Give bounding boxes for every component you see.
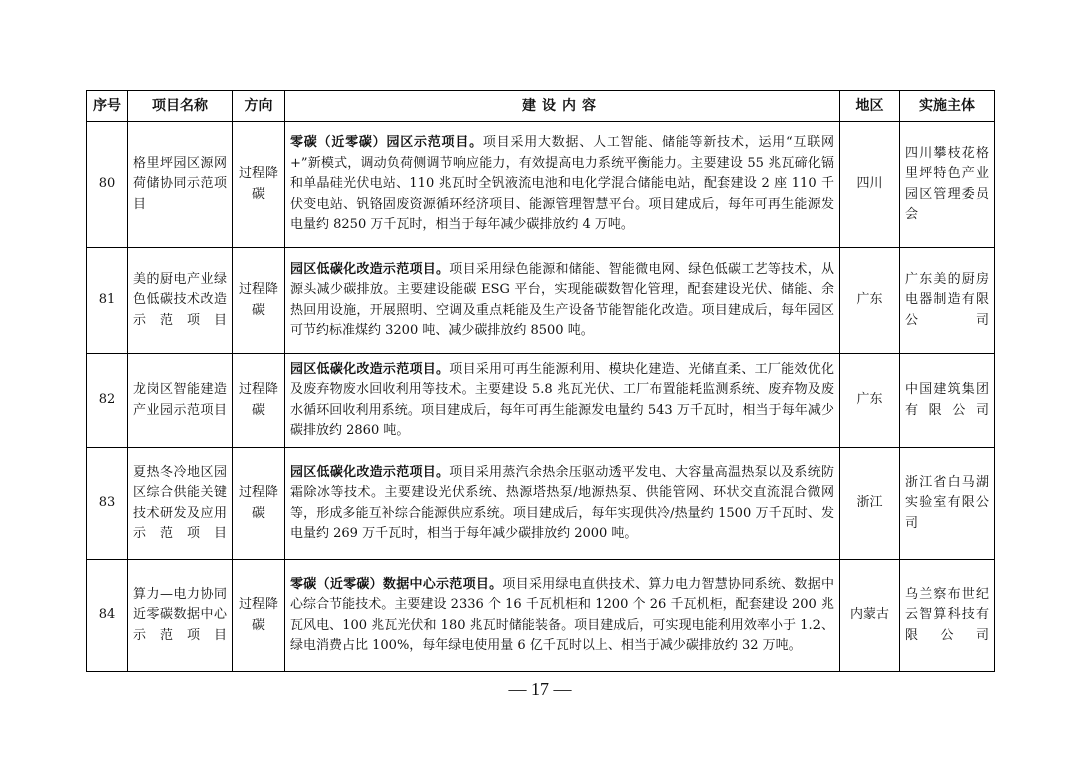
row-region: 广东 [840,248,900,354]
row-content-text: 项目采用绿电直供技术、算力电力智慧协同系统、数据中心综合节能技术。主要建设 2336 个 16 千瓦机柜和 1200 个 26 千瓦机柜，配套建设 200 兆瓦风电、100 兆瓦光伏和 180 兆瓦时储能装备。项目建成后，可实现电能利用效率小于 1.2、绿电消费占比 100%，每年绿电使用量 6 亿千瓦时以上、相当于减少碳排放约 32 万吨。 [290,576,834,653]
row-index: 82 [87,354,128,448]
row-implementer: 广东美的厨房电器制造有限公司 [900,248,995,354]
row-index: 83 [87,448,128,560]
row-direction: 过程降碳 [233,354,285,448]
row-content-text: 项目采用蒸汽余热余压驱动透平发电、大容量高温热泵以及系统防霜除冰等技术。主要建设光伏系统、热源塔热泵/地源热泵、供能管网、环状交直流混合微网等，形成多能互补综合能源供应系统。项目建成后，每年实现供冷/热量约 1500 万千瓦时、发电量约 269 万千瓦时，相当于每年减少碳排放约 2000 吨。 [290,464,834,541]
row-implementer: 中国建筑集团有限公司 [900,354,995,448]
row-region: 浙江 [840,448,900,560]
row-project-name: 美的厨电产业绿色低碳技术改造示范项目 [128,248,233,354]
row-implementer: 四川攀枝花格里坪特色产业园区管理委员会 [900,122,995,248]
row-region: 广东 [840,354,900,448]
header-implementer: 实施主体 [900,91,995,122]
row-content [285,122,840,248]
header-content: 建设内容 [285,91,840,122]
table-header-row [87,91,995,122]
row-project-name: 算力—电力协同近零碳数据中心示范项目 [128,560,233,672]
projects-table [86,90,995,672]
row-project-name: 格里坪园区源网荷储协同示范项目 [128,122,233,248]
row-content-type: 园区低碳化改造示范项目。 [290,464,450,480]
row-content [285,448,840,560]
row-content-text: 项目采用可再生能源利用、模块化建造、光储直柔、工厂能效优化及废弃物废水回收利用等技术。主要建设 5.8 兆瓦光伏、工厂布置能耗监测系统、废弃物及废水循环回收利用系统。项目建成后，每年可再生能源发电量约 543 万千瓦时，相当于每年减少碳排放约 2860 吨。 [290,361,834,438]
row-project-name: 龙岗区智能建造产业园示范项目 [128,354,233,448]
header-region: 地区 [840,91,900,122]
row-content [285,560,840,672]
row-project-name: 夏热冬冷地区园区综合供能关键技术研发及应用示范项目 [128,448,233,560]
row-content-text: 项目采用大数据、人工智能、储能等新技术，运用“互联网+”新模式，调动负荷侧调节响应能力，有效提高电力系统平衡能力。主要建设 55 兆瓦碲化镉和单晶硅光伏电站、110 兆瓦时全钒液流电池和电化学混合储能电站，配套建设 2 座 110 千伏变电站、钒铬固废资源循环经济项目、能源管理智慧平台。项目建成后，每年可再生能源发电量约 8250 万千瓦时，相当于每年减少碳排放约 4 万吨。 [290,135,834,233]
row-content-text: 项目采用绿色能源和储能、智能微电网、绿色低碳工艺等技术，从源头减少碳排放。主要建设能碳 ESG 平台，实现能碳数智化管理，配套建设光伏、储能、余热回用设施，开展照明、空调及重点耗能及生产设备节能智能化改造。项目建成后，每年园区可节约标准煤约 3200 吨、减少碳排放约 8500 吨。 [290,261,834,338]
page-number: — 17 — [508,679,572,699]
table-row [87,448,995,560]
table-row [87,354,995,448]
row-direction: 过程降碳 [233,122,285,248]
row-index: 81 [87,248,128,354]
row-direction: 过程降碳 [233,560,285,672]
row-direction: 过程降碳 [233,448,285,560]
header-name: 项目名称 [128,91,233,122]
header-index: 序号 [87,91,128,122]
row-implementer: 乌兰察布世纪云智算科技有限公司 [900,560,995,672]
row-region: 四川 [840,122,900,248]
row-index: 80 [87,122,128,248]
row-region: 内蒙古 [840,560,900,672]
table-row [87,560,995,672]
row-content [285,354,840,448]
row-content-type: 园区低碳化改造示范项目。 [290,361,450,377]
row-content-type: 零碳（近零碳）园区示范项目。 [290,135,483,151]
header-direction: 方向 [233,91,285,122]
row-content-type: 园区低碳化改造示范项目。 [290,261,450,277]
table-row [87,248,995,354]
row-content-type: 零碳（近零碳）数据中心示范项目。 [290,576,503,592]
table-row [87,122,995,248]
row-content [285,248,840,354]
row-index: 84 [87,560,128,672]
row-direction: 过程降碳 [233,248,285,354]
row-implementer: 浙江省白马湖实验室有限公司 [900,448,995,560]
